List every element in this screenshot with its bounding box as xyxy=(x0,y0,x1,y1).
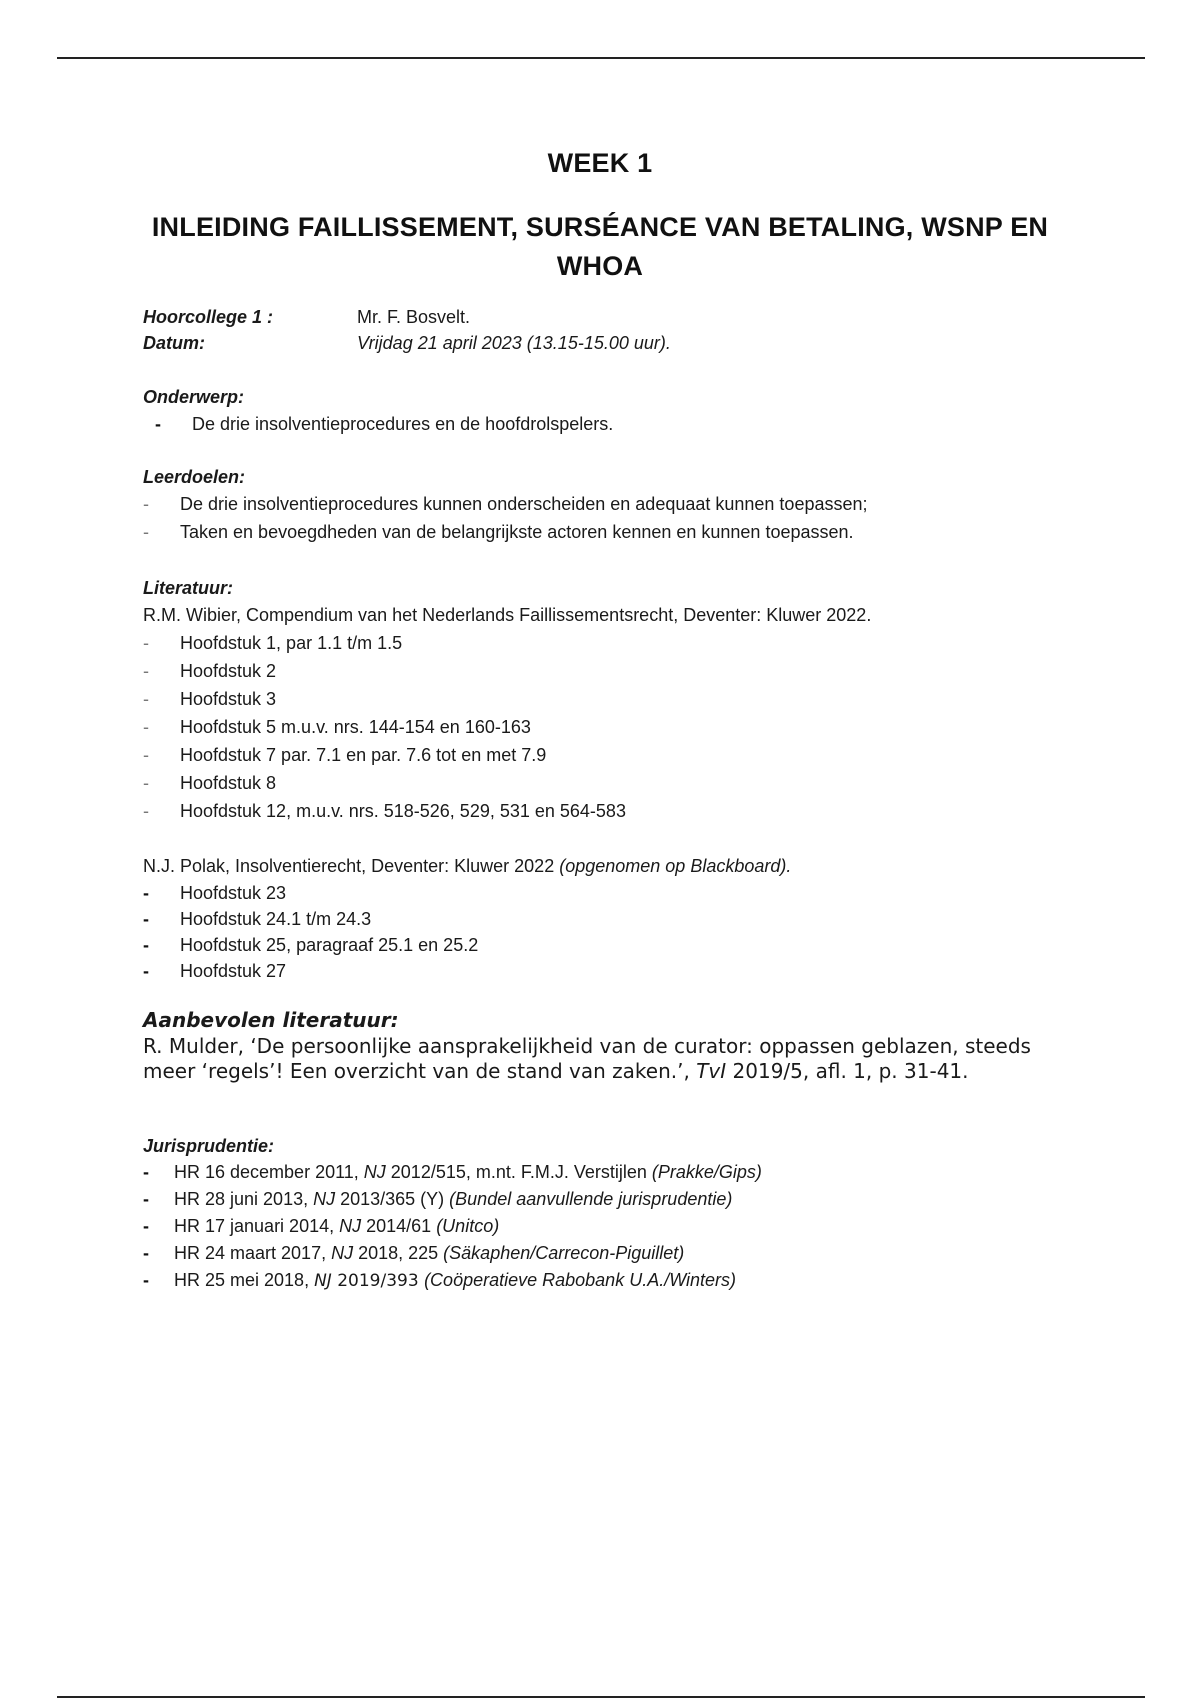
list-item: - Hoofdstuk 5 m.u.v. nrs. 144-154 en 160-163 xyxy=(143,713,1063,741)
recommended-heading: Aanbevolen literatuur: xyxy=(143,1008,399,1032)
case-date: HR 28 juni 2013, xyxy=(174,1189,314,1209)
recommended-text-main: R. Mulder, ‘De persoonlijke aansprakelijkheid van de curator: oppassen geblazen, steeds meer ‘regels’! Een overzicht van de stand van zaken.’, xyxy=(143,1034,1031,1083)
lecture-value: Mr. F. Bosvelt. xyxy=(357,307,471,327)
literature-source-1: R.M. Wibier, Compendium van het Nederlands Faillissementsrecht, Deventer: Kluwer 2022. xyxy=(143,605,872,625)
list-item: - Hoofdstuk 1, par 1.1 t/m 1.5 xyxy=(143,629,1063,657)
date-row xyxy=(143,330,1063,356)
list-item: - Hoofdstuk 23 xyxy=(143,880,1063,906)
list-item: - Hoofdstuk 2 xyxy=(143,657,1063,685)
case-law-list xyxy=(143,1159,1063,1294)
list-item: - Hoofdstuk 7 par. 7.1 en par. 7.6 tot en met 7.9 xyxy=(143,741,1063,769)
date-value: Vrijdag 21 april 2023 (13.15-15.00 uur). xyxy=(357,333,671,353)
case-name: (Coöperatieve Rabobank U.A./Winters) xyxy=(424,1270,737,1290)
table-row xyxy=(143,1240,1063,1267)
case-ref: 2012/515, m.nt. F.M.J. Verstijlen xyxy=(385,1162,652,1182)
case-name: (Säkaphen/Carrecon-Piguillet) xyxy=(443,1243,685,1263)
case-name: (Unitco) xyxy=(436,1216,500,1236)
list-item: - Taken en bevoegdheden van de belangrijkste actoren kennen en kunnen toepassen. xyxy=(143,518,1063,546)
recommended-journal: TvI xyxy=(696,1059,727,1083)
source-2-note: (opgenomen op Blackboard). xyxy=(559,856,792,876)
page-title: INLEIDING FAILLISSEMENT, SURSÉANCE VAN BETALING, WSNP EN WHOA xyxy=(151,212,1049,281)
table-row xyxy=(143,1267,1063,1294)
case-date: HR 17 januari 2014, xyxy=(174,1216,340,1236)
subject-list xyxy=(155,410,1063,438)
case-date: HR 24 maart 2017, xyxy=(174,1243,332,1263)
goals-heading: Leerdoelen: xyxy=(143,467,246,487)
table-row xyxy=(143,1213,1063,1240)
list-item: - Hoofdstuk 27 xyxy=(143,958,1063,984)
literature-source-2-list xyxy=(143,880,1063,984)
table-row xyxy=(143,1159,1063,1186)
literature-source-1-list xyxy=(143,629,1063,825)
list-item: - Hoofdstuk 24.1 t/m 24.3 xyxy=(143,906,1063,932)
case-law-heading: Jurisprudentie: xyxy=(143,1136,275,1156)
goals-section xyxy=(143,464,1063,546)
goals-list xyxy=(143,490,1063,546)
list-item: - Hoofdstuk 8 xyxy=(143,769,1063,797)
subject-heading: Onderwerp: xyxy=(143,387,245,407)
case-date: HR 16 december 2011, xyxy=(174,1162,364,1182)
case-ref: 2013/365 (Y) xyxy=(335,1189,450,1209)
case-nj: NJ xyxy=(313,1189,336,1209)
source-2-text: N.J. Polak, Insolventierecht, Deventer: Kluwer 2022 xyxy=(143,856,560,876)
case-law-section xyxy=(143,1133,1063,1294)
case-nj: NJ xyxy=(339,1216,362,1236)
lecture-row xyxy=(143,304,1063,330)
week-title: WEEK 1 xyxy=(547,148,653,178)
subject-section xyxy=(143,384,1063,438)
literature-section xyxy=(143,575,1063,825)
case-ref: 2018, 225 xyxy=(353,1243,444,1263)
case-nj: NJ xyxy=(363,1162,386,1182)
list-item: - Hoofdstuk 25, paragraaf 25.1 en 25.2 xyxy=(143,932,1063,958)
recommended-section xyxy=(143,1007,1063,1084)
lecture-meta xyxy=(143,304,1063,356)
table-row xyxy=(143,1186,1063,1213)
lecture-label: Hoorcollege 1 : xyxy=(143,307,274,327)
list-item: - Hoofdstuk 3 xyxy=(143,685,1063,713)
literature-heading: Literatuur: xyxy=(143,578,233,598)
case-name: (Prakke/Gips) xyxy=(651,1162,762,1182)
date-label: Datum: xyxy=(143,333,205,353)
recommended-text xyxy=(143,1034,1063,1084)
literature-source-2 xyxy=(143,852,1063,880)
case-name: (Bundel aanvullende jurisprudentie) xyxy=(449,1189,733,1209)
bottom-rule xyxy=(57,1696,1145,1698)
top-rule xyxy=(57,57,1145,59)
case-date: HR 25 mei 2018, xyxy=(174,1270,315,1290)
case-ref: 2014/61 xyxy=(361,1216,437,1236)
list-item: - De drie insolventieprocedures en de hoofdrolspelers. xyxy=(155,410,1063,438)
recommended-text-end: 2019/5, afl. 1, p. 31-41. xyxy=(726,1059,969,1083)
case-nj: NJ xyxy=(314,1271,332,1291)
list-item: - Hoofdstuk 12, m.u.v. nrs. 518-526, 529, 531 en 564-583 xyxy=(143,797,1063,825)
case-ref: 2019/393 xyxy=(331,1271,425,1291)
literature-source-2-section xyxy=(143,852,1063,984)
list-item: - De drie insolventieprocedures kunnen onderscheiden en adequaat kunnen toepassen; xyxy=(143,490,1063,518)
case-nj: NJ xyxy=(331,1243,354,1263)
